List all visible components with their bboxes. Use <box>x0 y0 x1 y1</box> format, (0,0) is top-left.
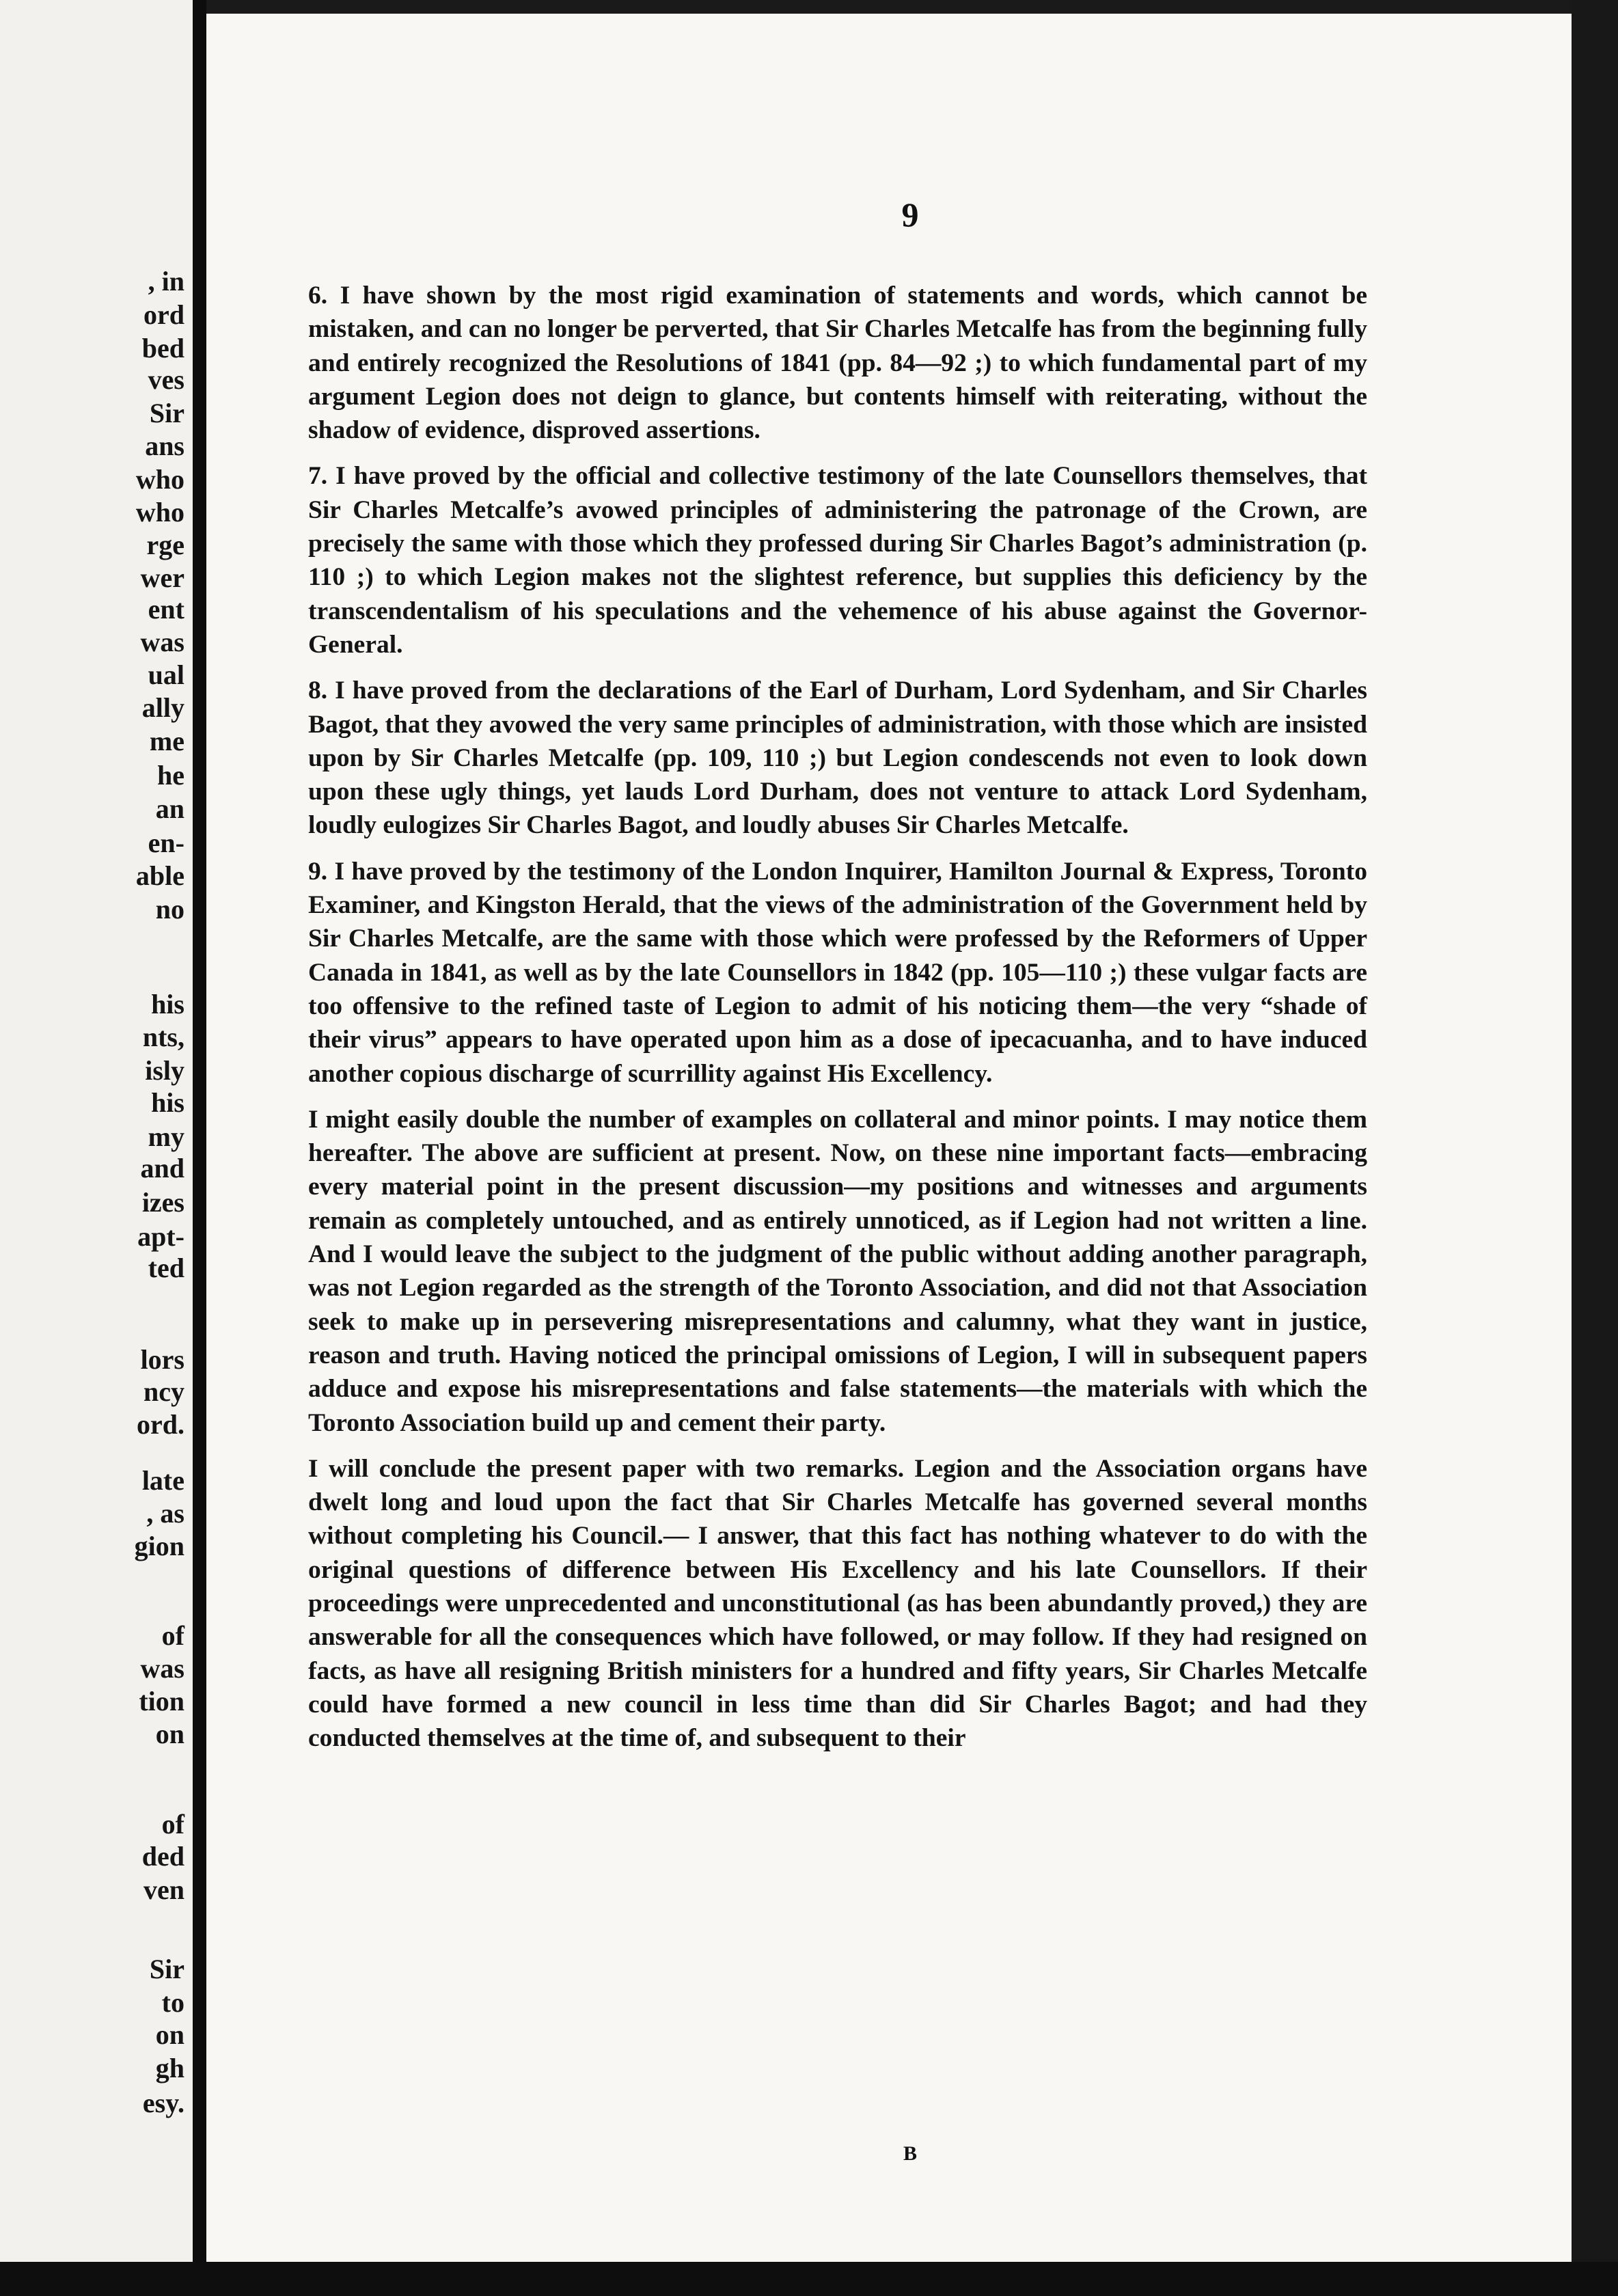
facing-page-fragment: bed <box>141 333 184 364</box>
facing-page-fragment: ded <box>141 1841 184 1872</box>
facing-page-fragment: ncy <box>143 1376 184 1407</box>
facing-page-fragment: who <box>135 497 184 528</box>
facing-page-fragment: to <box>161 1987 184 2018</box>
facing-page-fragment: on <box>155 2019 184 2050</box>
facing-page-fragment: was <box>140 1653 184 1684</box>
facing-page-fragment: was <box>140 627 184 657</box>
bottom-page-edge <box>0 2262 1618 2296</box>
facing-page-fragment: ans <box>145 430 184 461</box>
facing-page-fragment: his <box>151 1087 184 1118</box>
facing-page-fragment: , in <box>148 266 184 297</box>
facing-page-fragment: Sir <box>149 1954 184 1984</box>
facing-page-fragment: no <box>155 894 184 925</box>
facing-page-fragment: he <box>157 760 184 791</box>
facing-page-fragment: tion <box>139 1686 184 1717</box>
facing-page-left <box>0 0 193 2296</box>
facing-page-fragment: nts, <box>142 1022 184 1052</box>
facing-page-fragment: izes <box>141 1187 184 1218</box>
facing-page-fragment: able <box>135 860 184 891</box>
page-number: 9 <box>901 195 919 234</box>
paragraph-8: 8. I have proved from the declarations of the Earl of Durham, Lord Sydenham, and Sir Charles Bagot, that they avowed the very same principles of administration, with those which are insisted upon by Sir Charles Metcalfe (pp. 109, 110 ;) but Legion condescends not even to look down upon these ugly things, yet lauds Lord Durham, does not venture to attack Lord Sydenham, loudly eulogizes Sir Charles Bagot, and loudly abuses Sir Charles Metcalfe. <box>308 676 1367 840</box>
facing-page-fragment: late <box>141 1465 184 1496</box>
facing-page-fragment: , as <box>146 1498 184 1529</box>
facing-page-fragment: lors <box>140 1344 184 1375</box>
facing-page-fragment: en- <box>148 828 184 858</box>
facing-page-fragment: ord. <box>137 1409 184 1440</box>
paragraph-summary: I might easily double the number of examples on collateral and minor points. I may notice them hereafter. The above are sufficient at present. Now, on these nine important facts—embracing every material point in the present discussion—my positions and witnesses and arguments remain as completely untouched, and as entirely unnoticed, as if Legion had not written a line. And I would leave the subject to the judgment of the public without adding another paragraph, was not Legion regarded as the strength of the Toronto Association, and did not that Association seek to make up in persevering misrepresentations and calumny, what they want in justice, reason and truth. Having noticed the principal omissions of Legion, I will in subsequent papers adduce and expose his misrepresentations and false statements—the materials with which the Toronto Association build up and cement their party. <box>308 1105 1367 1437</box>
facing-page-fragment: ord <box>143 299 184 330</box>
facing-page-fragment: of <box>161 1809 184 1840</box>
book-gutter <box>193 0 206 2296</box>
facing-page-fragment: ves <box>148 364 184 395</box>
facing-page-fragment: ual <box>148 659 184 690</box>
signature-mark: B <box>903 2142 917 2165</box>
paragraph-conclusion: I will conclude the present paper with two remarks. Legion and the Association organs have dwelt long and loud upon the fact that Sir Charles Metcalfe has governed several months without completing his Council.— I answer, that this fact has nothing whatever to do with the original questions of difference between His Excellency and his late Counsellors. If their proceedings were unprecedented and unconstitutional (as has been abundantly proved,) they are answerable for all the consequences which have followed, or may follow. If they had resigned on facts, as have all resigning British ministers for a hundred and fifty years, Sir Charles Metcalfe could have formed a new council in less time than did Sir Charles Bagot; and had they conducted themselves at the time of, and subsequent to their <box>308 1454 1367 1753</box>
facing-page-fragment: esy. <box>142 2088 184 2118</box>
facing-page-fragment: rge <box>146 530 184 560</box>
paragraph-6: 6. I have shown by the most rigid examination of statements and words, which cannot be mistaken, and can no longer be perverted, that Sir Charles Metcalfe has from the beginning fully and entirely recognized the Resolutions of 1841 (pp. 84—92 ;) to which fundamental part of my argument Legion does not deign to glance, but contents himself with reiterating, without the shadow of evidence, disproved assertions. <box>308 282 1367 445</box>
facing-page-fragment: isly <box>145 1055 184 1086</box>
facing-page-fragment: me <box>149 726 184 756</box>
facing-page-fragment: apt- <box>137 1221 184 1252</box>
facing-page-fragment: Sir <box>149 398 184 428</box>
facing-page-fragment: gh <box>155 2053 184 2083</box>
facing-page-fragment: who <box>135 464 184 495</box>
facing-page-fragment: gion <box>134 1531 184 1561</box>
facing-page-fragment: his <box>151 989 184 1020</box>
facing-page-fragment: and <box>140 1153 184 1184</box>
facing-page-fragment: ven <box>143 1874 184 1905</box>
paragraph-7: 7. I have proved by the official and collective testimony of the late Counsellors themselves, that Sir Charles Metcalfe’s avowed principles of administering the patronage of the Crown, are precisely the same with those which they professed during Sir Charles Bagot’s administration (p. 110 ;) to which Legion makes not the slightest reference, but supplies this deficiency by the transcendentalism of his speculations and the vehemence of his abuse against the Governor-General. <box>308 462 1367 659</box>
facing-page-fragment: wer <box>140 562 184 593</box>
facing-page-fragment: of <box>161 1620 184 1651</box>
facing-page-fragment: on <box>155 1719 184 1749</box>
paragraph-9: 9. I have proved by the testimony of the London Inquirer, Hamilton Journal & Express, Toronto Examiner, and Kingston Herald, that the views of the administration of the Government held by Sir Charles Metcalfe, are the same with those which were professed by the Reformers of Upper Canada in 1841, as well as by the late Counsellors in 1842 (pp. 105—110 ;) these vulgar facts are too offensive to the refined taste of Legion to admit of his noticing them—the very “shade of their virus” appears to have operated upon him as a dose of ipecacuanha, and to have induced another copious discharge of scurrillity against His Excellency. <box>308 857 1367 1088</box>
facing-page-fragment: ent <box>148 594 184 625</box>
facing-page-fragment: my <box>148 1121 184 1152</box>
facing-page-fragment: ted <box>148 1253 184 1283</box>
page <box>206 14 1572 2262</box>
right-page-edge <box>1572 0 1618 2296</box>
text-body <box>308 279 1367 1755</box>
facing-page-fragment: an <box>155 793 184 824</box>
facing-page-fragment: ally <box>141 692 184 723</box>
